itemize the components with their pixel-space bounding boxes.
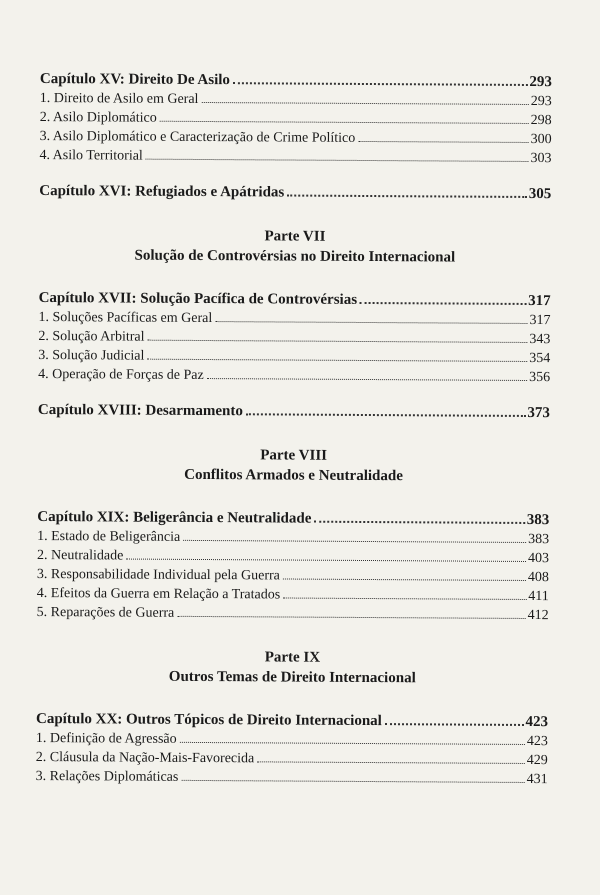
table-of-contents	[36, 70, 552, 789]
page-number: 429	[526, 752, 548, 769]
part-8-subtitle: Conflitos Armados e Neutralidade	[184, 466, 403, 485]
chapter-18-heading	[38, 401, 550, 423]
entry-label: 3. Asilo Diplomático e Caracterização de Crime Político	[39, 128, 356, 146]
entry-label: 4. Efeitos da Guerra em Relação a Tratados	[36, 585, 281, 603]
chapter-label: Capítulo XVII: Solução Pacífica de Controvérsias	[38, 289, 358, 308]
page-number: 298	[530, 112, 552, 129]
dot-leader	[233, 82, 527, 86]
page-number: 303	[530, 150, 552, 167]
part-8-title: Parte VIII	[260, 447, 328, 464]
chapter-label: Capítulo XVI: Refugiados e Apátridas	[39, 182, 285, 201]
chapter-16-heading	[39, 182, 551, 204]
page-number: 411	[528, 588, 549, 605]
page-number: 293	[530, 93, 552, 110]
entry-label: 1. Soluções Pacíficas em Geral	[38, 309, 213, 327]
page-number: 356	[529, 369, 551, 386]
page-number: 300	[530, 131, 552, 148]
entry-label: 4. Asilo Territorial	[39, 147, 143, 164]
dot-leader	[246, 413, 526, 417]
dot-leader	[147, 359, 527, 362]
dot-leader	[358, 141, 528, 143]
dot-leader	[146, 159, 529, 162]
dot-leader	[148, 340, 528, 343]
dot-leader	[177, 616, 525, 619]
chapter-label: Capítulo XV: Direito De Asilo	[39, 70, 231, 89]
chapter-label: Capítulo XVIII: Desarmamento	[37, 401, 243, 420]
part-7-title: Parte VII	[264, 228, 326, 245]
page-number: 354	[529, 350, 551, 367]
toc-entry	[38, 365, 550, 387]
page-number: 383	[528, 531, 550, 548]
entry-label: 1. Definição de Agressão	[35, 730, 177, 747]
page-number: 317	[529, 312, 551, 329]
dot-leader	[360, 302, 526, 305]
toc-entry	[36, 767, 548, 789]
chapter-label: Capítulo XIX: Beligerância e Neutralidade	[37, 508, 312, 527]
dot-leader	[314, 521, 524, 524]
dot-leader	[183, 540, 526, 543]
page-number: 305	[528, 185, 552, 203]
dot-leader	[283, 597, 526, 599]
entry-label: 2. Neutralidade	[36, 547, 124, 564]
part-9-title: Parte IX	[264, 649, 321, 666]
page-number: 373	[527, 404, 550, 422]
part-9-subtitle: Outros Temas de Direito Internacional	[168, 668, 416, 687]
entry-label: 2. Asilo Diplomático	[39, 109, 157, 126]
page-number: 403	[527, 550, 550, 567]
dot-leader	[181, 780, 524, 783]
dot-leader	[287, 195, 526, 198]
toc-entry	[39, 146, 551, 168]
entry-label: 5. Reparações de Guerra	[36, 604, 175, 621]
dot-leader	[126, 559, 526, 562]
page-number: 383	[526, 511, 550, 529]
page-number: 423	[526, 733, 548, 750]
entry-label: 4. Operação de Forças de Paz	[38, 366, 204, 384]
part-7-subtitle: Solução de Controvérsias no Direito Internacional	[134, 247, 456, 266]
page-number: 408	[527, 569, 549, 586]
page-number: 431	[526, 771, 548, 788]
dot-leader	[160, 121, 529, 124]
dot-leader	[207, 378, 527, 381]
entry-label: 2. Solução Arbitral	[38, 328, 145, 345]
page-number: 343	[529, 331, 551, 348]
dot-leader	[257, 761, 525, 764]
dot-leader	[215, 321, 527, 324]
dot-leader	[385, 723, 524, 726]
page-number: 412	[527, 607, 549, 624]
dot-leader	[180, 742, 525, 745]
page-number: 423	[525, 713, 549, 731]
entry-label: 1. Estado de Beligerância	[37, 528, 181, 545]
entry-label: 2. Cláusula da Nação-Mais-Favorecida	[35, 749, 255, 767]
toc-entry	[37, 603, 549, 625]
dot-leader	[283, 578, 526, 580]
page-number: 317	[528, 292, 551, 310]
entry-label: 3. Relações Diplomáticas	[35, 768, 179, 785]
dot-leader	[201, 102, 528, 105]
page-number: 293	[529, 73, 552, 91]
entry-label: 3. Solução Judicial	[38, 347, 145, 364]
entry-label: 3. Responsabilidade Individual pela Guerra	[36, 566, 280, 584]
entry-label: 1. Direito de Asilo em Geral	[39, 90, 199, 107]
chapter-label: Capítulo XX: Outros Tópicos de Direito Internacional	[35, 710, 382, 730]
